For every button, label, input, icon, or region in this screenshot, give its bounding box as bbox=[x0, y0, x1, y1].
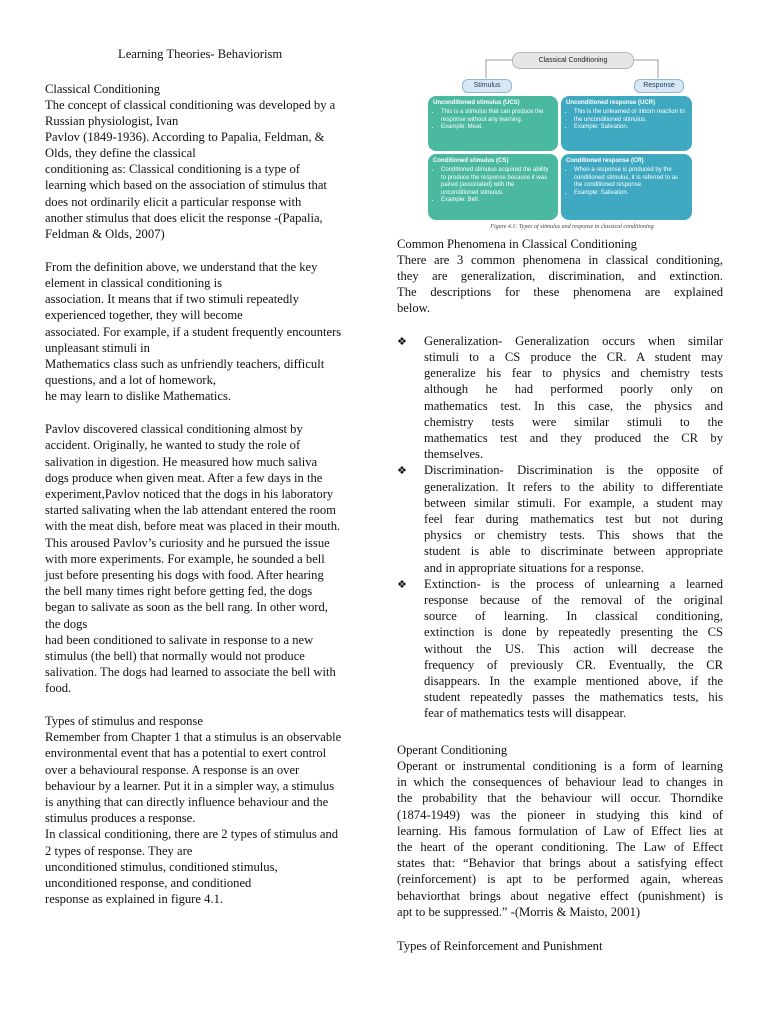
text-line: experienced together, they will become bbox=[45, 308, 243, 322]
text-line: unconditioned response, and conditioned bbox=[45, 876, 252, 890]
text-line: Mathematics class such as unfriendly teachers, difficult bbox=[45, 357, 325, 371]
text-line: questions, and a lot of homework, bbox=[45, 373, 217, 387]
bullet-diamond-icon: ❖ bbox=[397, 336, 407, 348]
text-line: stimulus (the bell) that normally would not produce bbox=[45, 649, 305, 663]
extinction-line: disappears. In the example mentioned above, if the bbox=[424, 674, 723, 688]
generalization-line: themselves. bbox=[424, 447, 484, 461]
text-line: environmental event that has a potential to exert control bbox=[45, 746, 327, 760]
text-line: unconditioned stimulus, conditioned stimulus, bbox=[45, 860, 278, 874]
stimulus-header: Stimulus bbox=[462, 79, 512, 93]
operant-line: (1874-1949) was the pioneer in studying this kind of bbox=[397, 808, 723, 822]
text-line: Feldman & Olds, 2007) bbox=[45, 227, 165, 241]
discrimination-line: student is able to discriminate between appropriate bbox=[424, 544, 723, 558]
text-line: Olds, they define the classical bbox=[45, 146, 196, 160]
generalization-line: although he had performed poorly only on bbox=[424, 382, 723, 396]
discrimination-line: and in appropriate situations for a response. bbox=[424, 561, 644, 575]
figure-caption: Figure 4.1: Types of stimulus and response in classical conditioning bbox=[490, 224, 654, 230]
cr-definition: • When a response is produced by the conditioned stimulus, it is referred to as the conditioned response. bbox=[574, 167, 687, 189]
generalization-line: chemistry tests were similar stimuli to the bbox=[424, 415, 723, 429]
discrimination-line: physics or chemistry tests. This shows that the bbox=[424, 528, 723, 542]
text-line: conditioning as: Classical conditioning is a type of bbox=[45, 162, 300, 176]
generalization-line: mathematics test and they produced the CR by bbox=[424, 431, 723, 445]
text-line: they are generalization, discrimination, and extinction. bbox=[397, 269, 723, 283]
extinction-line: student repeatedly passes the mathematics tests, his bbox=[424, 690, 723, 704]
generalization-line: stimuli to a CS produce the CR. A student may bbox=[424, 350, 723, 364]
text-line: he may learn to dislike Mathematics. bbox=[45, 389, 232, 403]
text-line: association. It means that if two stimuli repeatedly bbox=[45, 292, 299, 306]
extinction-line: without the US. This action will decrease the bbox=[424, 642, 723, 656]
cs-box bbox=[428, 154, 558, 220]
operant-line: (reinforcement) is apt to be performed again, whereas bbox=[397, 872, 723, 886]
cr-box bbox=[561, 154, 692, 220]
cs-definition: • Conditioned stimulus acquired the ability to produce the response because it was paired (associated) with the unconditioned stimulus. bbox=[441, 167, 553, 197]
ucs-box bbox=[428, 96, 558, 151]
generalization-line: Generalization- Generalization occurs when similar bbox=[424, 334, 723, 348]
text-line: There are 3 common phenomena in classical conditioning, bbox=[397, 253, 723, 267]
operant-line: states that: “Behavior that brings about a satisfying effect bbox=[397, 856, 723, 870]
text-line: experiment,Pavlov noticed that the dogs in his laboratory bbox=[45, 487, 334, 501]
text-line: associated. For example, if a student frequently encounters bbox=[45, 325, 342, 339]
generalization-line: mathematics test. In this case, the physics and bbox=[424, 399, 723, 413]
ucr-box bbox=[561, 96, 692, 151]
extinction-line: response because of the removal of the original bbox=[424, 593, 723, 607]
text-line: is anything that can directly influence behaviour and the bbox=[45, 795, 329, 809]
ucr-example: • Example: Salivation. bbox=[574, 124, 687, 131]
text-line: Russian physiologist, Ivan bbox=[45, 114, 179, 128]
ucs-title: Unconditioned stimulus (UCS) bbox=[433, 100, 520, 106]
cr-example: • Example: Salivation. bbox=[574, 190, 687, 197]
text-line: another stimulus that does elicit the response -(Papalia, bbox=[45, 211, 323, 225]
text-line: does not ordinarily elicit a particular response with bbox=[45, 195, 302, 209]
text-line: with more experiments. For example, he sounded a bell bbox=[45, 552, 325, 566]
extinction-line: source of learning. In classical conditioning, bbox=[424, 609, 723, 623]
cs-title: Conditioned stimulus (CS) bbox=[433, 158, 509, 164]
section-heading-types: Types of stimulus and response bbox=[45, 714, 203, 728]
bullet-diamond-icon: ❖ bbox=[397, 465, 407, 477]
extinction-line: extinction is done by repeatedly presenting the CS bbox=[424, 625, 723, 639]
operant-line: apt to be suppressed.” -(Morris & Maisto, 2001) bbox=[397, 905, 641, 919]
section-heading-operant: Operant Conditioning bbox=[397, 743, 508, 757]
operant-line: in which the consequences of behaviour lead to changes in bbox=[397, 775, 723, 789]
text-line: learning which based on the association of stimulus that bbox=[45, 178, 327, 192]
text-line: accident. Originally, he wanted to study the role of bbox=[45, 438, 301, 452]
classical-conditioning-figure bbox=[424, 48, 720, 234]
text-line: began to salivate as soon as the bell rang. In other word, bbox=[45, 600, 328, 614]
diagram-title: Classical Conditioning bbox=[512, 52, 634, 69]
text-line: stimulus produces a response. bbox=[45, 811, 196, 825]
text-line: food. bbox=[45, 681, 72, 695]
text-line: The concept of classical conditioning was developed by a bbox=[45, 98, 336, 112]
response-header: Response bbox=[634, 79, 684, 93]
ucs-definition: • This is a stimulus that can produce the response without any learning. bbox=[441, 109, 553, 124]
generalization-line: generalize his fear to physics and chemistry tests bbox=[424, 366, 723, 380]
text-line: salivation. The dogs had learned to associate the bell with bbox=[45, 665, 336, 679]
text-line: just before presenting his dogs with food. After hearing bbox=[45, 568, 324, 582]
operant-line: learning. His famous formulation of Law of Effect lies at bbox=[397, 824, 723, 838]
extinction-line: frequency of previously CR. Eventually, the CR bbox=[424, 658, 723, 672]
discrimination-line: Discrimination- Discrimination is the opposite of bbox=[424, 463, 723, 477]
operant-line: Operant or instrumental conditioning is a form of learning bbox=[397, 759, 723, 773]
text-line: behaviour by a learner. Put it in a simpler way, a stimulus bbox=[45, 779, 335, 793]
section-heading-reinforcement: Types of Reinforcement and Punishment bbox=[397, 939, 603, 953]
discrimination-line: generalization. It refers to the ability to differentiate bbox=[424, 480, 723, 494]
discrimination-line: between similar stimuli. For example, a student may bbox=[424, 496, 723, 510]
text-line: Remember from Chapter 1 that a stimulus is an observable bbox=[45, 730, 342, 744]
cr-title: Conditioned response (CR) bbox=[566, 158, 644, 164]
operant-line: the probability that the behaviour will occur. Thorndike bbox=[397, 791, 723, 805]
text-line: This aroused Pavlov’s curiosity and he pursued the issue bbox=[45, 536, 330, 550]
discrimination-line: feel fear during mathematics test but not during bbox=[424, 512, 723, 526]
operant-line: the heart of the operant conditioning. The Law of Effect bbox=[397, 840, 723, 854]
text-line: Pavlov (1849-1936). According to Papalia, Feldman, & bbox=[45, 130, 325, 144]
text-line: dogs produce when given meat. After a few days in the bbox=[45, 471, 323, 485]
section-heading-phenomena: Common Phenomena in Classical Conditioning bbox=[397, 237, 637, 251]
text-line: response as explained in figure 4.1. bbox=[45, 892, 224, 906]
document-title: Learning Theories- Behaviorism bbox=[118, 47, 283, 61]
text-line: salivation in digestion. He measured how much saliva bbox=[45, 455, 318, 469]
ucr-title: Unconditioned response (UCR) bbox=[566, 100, 656, 106]
text-line: the dogs bbox=[45, 617, 88, 631]
operant-line: behaviorthat brings about negative effect (punishment) is bbox=[397, 889, 723, 903]
text-line: below. bbox=[397, 301, 431, 315]
ucs-example: • Example: Meat. bbox=[441, 124, 553, 131]
text-line: over a behavioural response. A response is an over bbox=[45, 763, 300, 777]
text-line: In classical conditioning, there are 2 types of stimulus and bbox=[45, 827, 339, 841]
text-line: with the meat dish, before meat was placed in their mouth. bbox=[45, 519, 341, 533]
cs-example: • Example: Bell. bbox=[441, 197, 553, 204]
text-line: unpleasant stimuli in bbox=[45, 341, 150, 355]
ucr-definition: • This is the unlearned or inborn reaction to the unconditioned stimulus. bbox=[574, 109, 687, 124]
bullet-diamond-icon: ❖ bbox=[397, 579, 407, 591]
text-line: 2 types of response. They are bbox=[45, 844, 193, 858]
text-line: element in classical conditioning is bbox=[45, 276, 222, 290]
text-line: Pavlov discovered classical conditioning almost by bbox=[45, 422, 303, 436]
text-line: the bell many times right before getting fed, the dogs bbox=[45, 584, 313, 598]
section-heading-classical: Classical Conditioning bbox=[45, 82, 161, 96]
text-line: The descriptions for these phenomena are explained bbox=[397, 285, 723, 299]
text-line: started salivating when the lab attendant entered the room bbox=[45, 503, 336, 517]
extinction-line: Extinction- is the process of unlearning a learned bbox=[424, 577, 723, 591]
extinction-line: fear of mathematics tests will disappear. bbox=[424, 706, 627, 720]
text-line: From the definition above, we understand that the key bbox=[45, 260, 318, 274]
text-line: had been conditioned to salivate in response to a new bbox=[45, 633, 314, 647]
